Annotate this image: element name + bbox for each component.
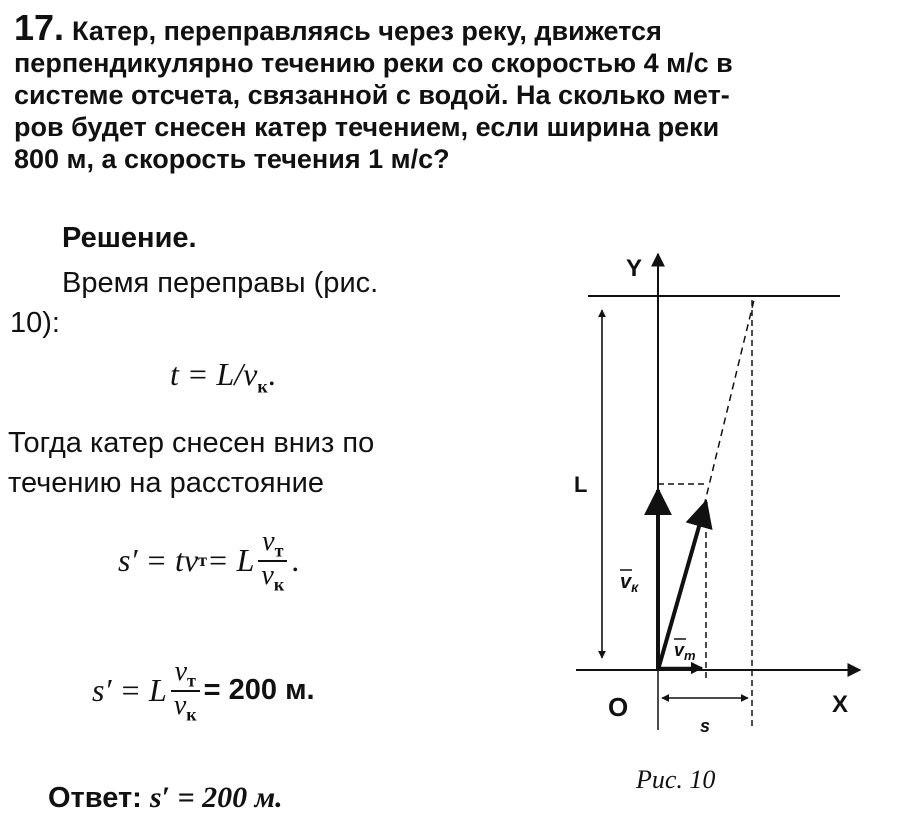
figure-caption: Рис. 10 (636, 765, 716, 794)
problem-line-2: перпендикулярно течению реки со скоростью 4 м/с в (14, 48, 733, 78)
axis-x-label: X (832, 691, 849, 718)
formula-result: s′ = L $\frac{v_т}{v_к}$ = 200 м. (92, 656, 315, 725)
solution-intro-line-2: 10): (10, 307, 60, 339)
problem-number: 17. (14, 7, 65, 48)
solution-title: Решение. (62, 222, 197, 254)
solution-then-line-1: Тогда катер снесен вниз по (8, 427, 375, 459)
problem-statement (14, 7, 882, 175)
vk-label: $v_к$ (620, 571, 639, 595)
formula-result-fraction: $\frac{v_т}{v_к}$ (171, 658, 200, 723)
answer-value: s′ = 200 м. (149, 781, 283, 814)
axis-y-label: Y (626, 255, 643, 282)
solution-intro-line-1: Время переправы (рис. (62, 267, 379, 299)
formula-time: $t = L/v_к$. (170, 356, 276, 397)
answer-label: Ответ: (48, 782, 142, 814)
vt-label: $v_т$ (674, 640, 696, 663)
answer (48, 781, 283, 815)
figure-10-diagram (570, 240, 870, 760)
problem-line-5: 800 м, а скорость течения 1 м/с? (14, 144, 450, 174)
formula-distance: s′ = tv т = L $\frac{v_т}{v_к}$ . (118, 526, 300, 595)
formula-distance-fraction: $\frac{v_т}{v_к}$ (258, 528, 287, 593)
problem-line-1: 17. Катер, переправляясь через реку, движется (14, 7, 662, 48)
problem-line-4: ров будет снесен катер течением, если ширина реки (14, 112, 720, 142)
origin-label: O (608, 692, 629, 722)
l-label: L (574, 472, 588, 497)
problem-line-3: системе отсчета, связанной с водой. На сколько мет- (14, 80, 730, 110)
dashed-path (704, 300, 754, 506)
s-label: s (700, 716, 711, 736)
solution-then-line-2: течению на расстояние (8, 467, 324, 499)
